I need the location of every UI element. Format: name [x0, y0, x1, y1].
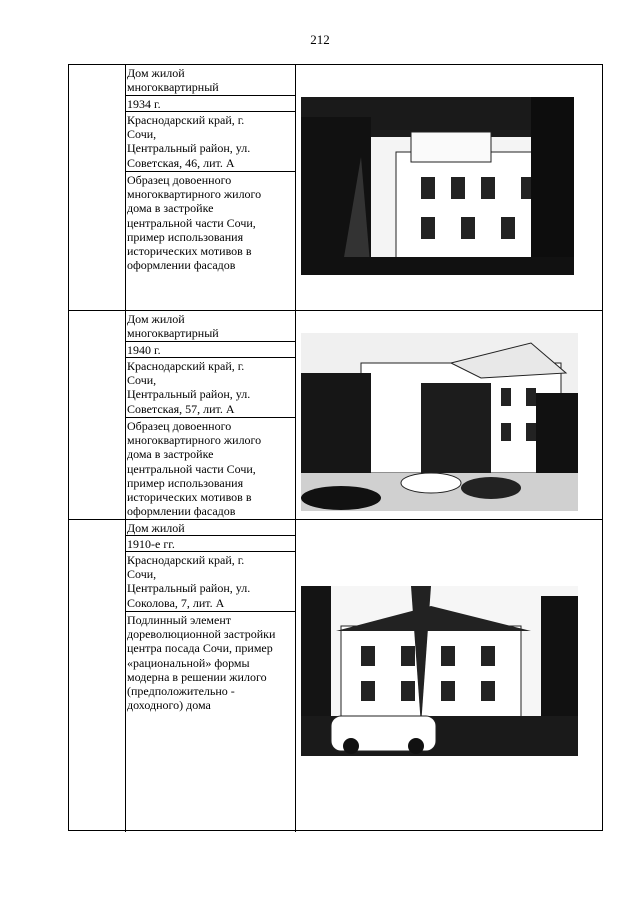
object-date: 1934 г. — [125, 96, 295, 112]
object-description: Подлинный элемент дореволюционной застройки центра посада Сочи, пример «рациональной» формы модерна в решении жилого (предположительно - доходного) дома — [127, 613, 276, 713]
object-name: Дом жилой многоквартирный — [125, 65, 295, 96]
info-cell — [125, 65, 296, 310]
building-photo — [301, 586, 578, 756]
table-row — [69, 519, 602, 832]
object-date: 1940 г. — [125, 342, 295, 358]
object-address: Краснодарский край, г. Сочи, Центральный район, ул. Соколова, 7, лит. А — [125, 552, 295, 612]
object-address: Краснодарский край, г. Сочи, Центральный район, ул. Советская, 46, лит. А — [125, 112, 295, 172]
table-row — [69, 310, 602, 519]
object-date: 1910-е гг. — [125, 536, 295, 552]
info-cell — [125, 311, 296, 519]
monuments-table — [68, 64, 603, 831]
object-name: Дом жилой многоквартирный — [125, 311, 295, 342]
number-cell — [69, 65, 126, 310]
object-address: Краснодарский край, г. Сочи, Центральный район, ул. Советская, 57, лит. А — [125, 358, 295, 418]
info-cell — [125, 520, 296, 832]
object-description: Образец довоенного многоквартирного жилого дома в застройке центральной части Сочи, пример использования исторических мотивов в оформлении фасадов — [127, 419, 262, 519]
building-photo — [301, 97, 574, 275]
number-cell — [69, 520, 126, 832]
table-row — [69, 65, 602, 310]
number-cell — [69, 311, 126, 519]
object-description: Образец довоенного многоквартирного жилого дома в застройке центральной части Сочи, пример использования исторических мотивов в оформлении фасадов — [127, 173, 262, 273]
page-number: 212 — [310, 32, 330, 47]
building-photo — [301, 333, 578, 511]
object-name: Дом жилой — [125, 520, 295, 536]
